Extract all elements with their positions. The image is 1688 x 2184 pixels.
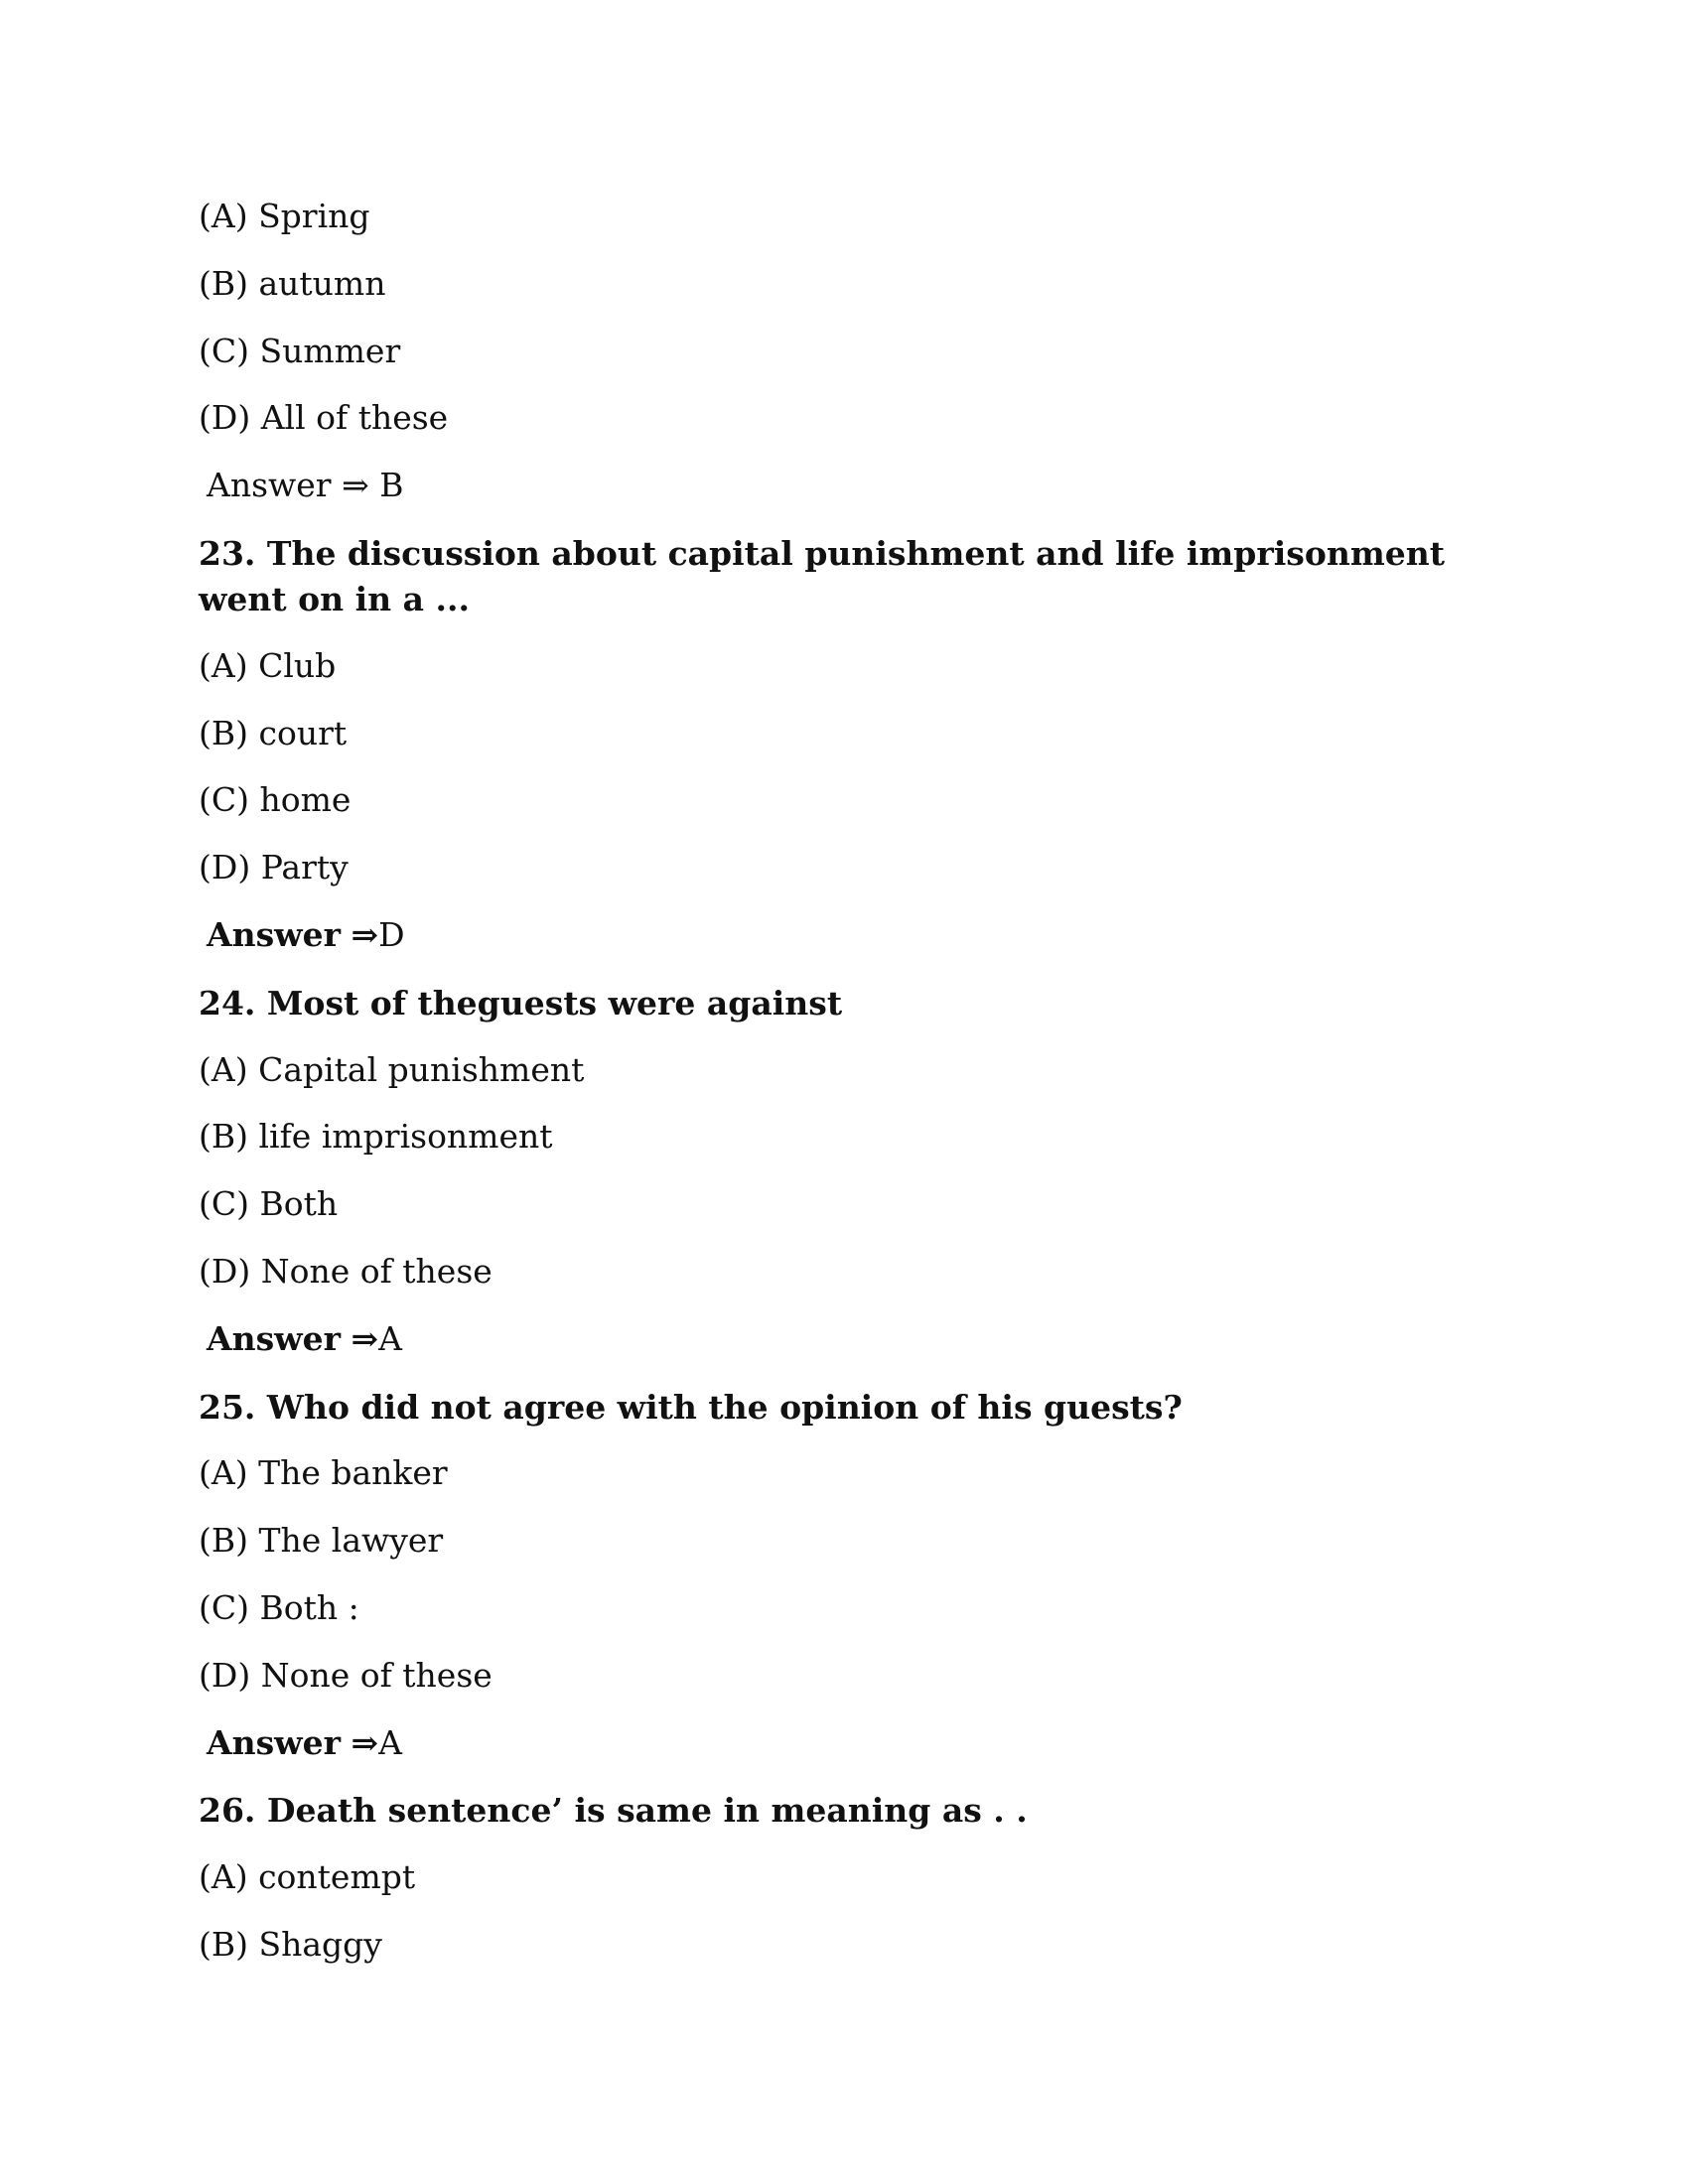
q22-answer-arrow: ⇒ <box>342 466 369 505</box>
q25-option-a: (A) The banker <box>199 1453 448 1493</box>
q23-answer-label: Answer <box>207 914 341 954</box>
q24-option-d: (D) None of these <box>199 1251 492 1291</box>
q24-question: 24. Most of theguests were against <box>199 983 843 1023</box>
q23-answer-value: D <box>378 914 405 954</box>
q26-option-a: (A) contempt <box>199 1857 416 1897</box>
q25-answer <box>199 1721 1509 1765</box>
q22-option-d: (D) All of these <box>199 398 449 438</box>
q26-question: 26. Death sentence’ is same in meaning as . . <box>199 1791 1028 1831</box>
q25-option-b: (B) The lawyer <box>199 1521 444 1561</box>
q24-option-b: (B) life imprisonment <box>199 1117 553 1157</box>
q24-answer-value: A <box>378 1318 402 1358</box>
q23-option-d: (D) Party <box>199 848 349 887</box>
q24-answer-label: Answer <box>207 1318 341 1358</box>
q22-answer-label: Answer <box>207 466 332 505</box>
q23-answer <box>199 913 1509 957</box>
question-list <box>199 195 1509 1990</box>
q22-answer-value: B <box>379 466 404 505</box>
q23-answer-arrow: ⇒ <box>351 914 379 954</box>
q23-question: 23. The discussion about capital punishment and life imprisonment went on in a ... <box>199 533 1445 618</box>
q26-option-b: (B) Shaggy <box>199 1924 382 1964</box>
q22-option-b: (B) autumn <box>199 263 386 303</box>
q24-option-c: (C) Both <box>199 1184 339 1224</box>
q25-question: 25. Who did not agree with the opinion of his guests? <box>199 1387 1183 1427</box>
q22-answer <box>199 464 1509 507</box>
q25-option-d: (D) None of these <box>199 1655 492 1695</box>
q24-answer <box>199 1317 1509 1361</box>
q23-option-b: (B) court <box>199 713 348 752</box>
q22-option-c: (C) Summer <box>199 331 401 370</box>
q23-option-c: (C) home <box>199 780 352 820</box>
q23-option-a: (A) Club <box>199 645 337 685</box>
q24-option-a: (A) Capital punishment <box>199 1049 585 1089</box>
q24-answer-arrow: ⇒ <box>351 1318 379 1358</box>
q25-answer-label: Answer <box>207 1722 341 1762</box>
q25-answer-arrow: ⇒ <box>351 1722 379 1762</box>
q25-answer-value: A <box>378 1722 402 1762</box>
q22-option-a: (A) Spring <box>199 197 370 235</box>
q25-option-c: (C) Both : <box>199 1587 359 1627</box>
